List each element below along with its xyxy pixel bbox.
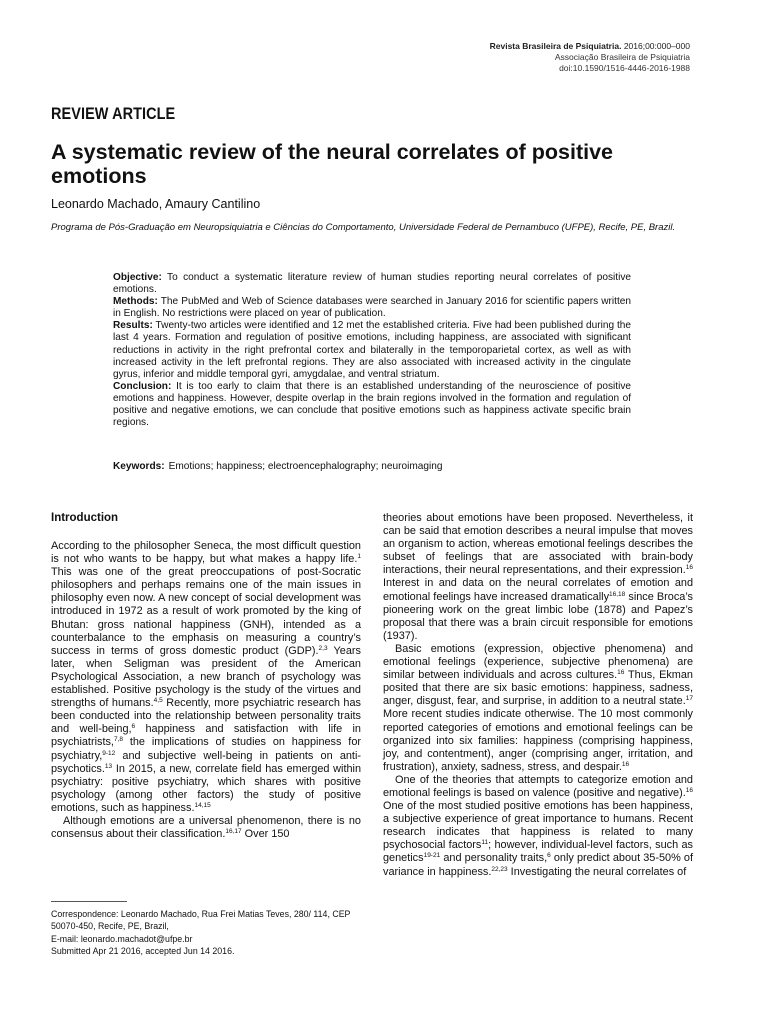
abstract (113, 272, 631, 429)
objective-label: Objective: (113, 272, 162, 283)
body-text: theories about emotions have been proposed. Nevertheless, it can be said that emotion describes a neural impulse that moves an organism to action, whereas emotional feelings describes the subset of feelings that are associated with brain-body interactions, their neural representations, and their expression. (383, 512, 693, 577)
body-text: Investigating the neural correlates of (507, 865, 687, 878)
body-text: Basic emotions (expression, objective phenomena) and emotional feelings (experience, subjective phenomena) are similar between individuals and across cultures. (383, 642, 693, 682)
paragraph (383, 512, 693, 643)
body-text: Over 150 (241, 828, 290, 841)
keywords-label: Keywords: (113, 461, 165, 472)
section-heading-introduction: Introduction (51, 512, 119, 524)
citation-ref: 4,5 (153, 697, 163, 705)
journal-header (390, 41, 690, 74)
citation-ref: 14,15 (194, 801, 211, 809)
body-text: In 2015, a new, correlate field has emerged within psychiatry: positive psychiatry, which shares with positive psychology (among other factors) the study of positive emotions, such as happiness. (51, 762, 361, 814)
body-text: and personality traits, (440, 852, 548, 865)
abstract-methods (113, 296, 631, 320)
conclusion-text: It is too early to claim that there is an established understanding of the neuroscience of positive emotions and happiness. However, despite overlap in the brain regions involved in the formation and regulation of positive and negative emotions, we can conclude that positive emotions such as happiness activate specific brain regions. (113, 380, 631, 429)
correspondence-email: E-mail: leonardo.machadot@ufpe.br (51, 933, 193, 944)
abstract-objective (113, 272, 631, 296)
body-text: One of the most studied positive emotions has been happiness, a subjective experience of great importance to humans. Recent research indicates that happiness is related to many psychosocial factors (383, 800, 693, 852)
journal-citation (390, 41, 690, 52)
citation-ref: 7,8 (113, 736, 123, 744)
results-text: Twenty-two articles were identified and 12 met the established criteria. Five had been published during the last 4 years. Formation and regulation of positive emotions, including happiness, are associated with significant reductions in activity in the right prefrontal cortex and bilaterally in the temporoparietal cortex, as well as with increased activity in the left prefrontal regions. They are also associated with increased activity in the cingulate gyrus, inferior and middle temporal gyri, amygdalae, and ventral striatum. (113, 320, 631, 380)
citation-ref: 16,17 (225, 828, 242, 836)
body-text: Thus, Ekman posited that there are six basic emotions: happiness, sadness, anger, disgust, fear, and surprise, in addition to a neutral state. (383, 669, 693, 708)
footnote-divider (51, 901, 127, 902)
correspondence-address: Correspondence: Leonardo Machado, Rua Frei Matias Teves, 280/ 114, CEP 50070-450, Recife, PE, Brazil, (51, 909, 351, 932)
body-column-left (51, 540, 361, 841)
abstract-results (113, 320, 631, 380)
body-text: and subjective well-being in patients on anti-psychotics. (51, 749, 361, 775)
body-text: Recently, more psychiatric research has been conducted into the relationship between personality traits and well-being, (51, 697, 361, 736)
doi: doi:10.1590/1516-4446-2016-1988 (559, 63, 690, 73)
citation-ref: 11 (481, 839, 489, 847)
body-text: happiness and satisfaction with life in psychiatrists, (51, 723, 361, 749)
citation-ref: 16 (685, 564, 693, 572)
body-text: Although emotions are a universal phenomenon, there is no consensus about their classification. (51, 814, 361, 841)
citation-ref: 16 (685, 786, 693, 794)
article-type-label: REVIEW ARTICLE (51, 104, 176, 123)
citation-ref: 6 (547, 852, 551, 860)
objective-text: To conduct a systematic literature review of human studies reporting neural correlates of positive emotions. (113, 272, 631, 296)
conclusion-label: Conclusion: (113, 380, 172, 392)
citation-ref: 22,23 (491, 865, 508, 873)
body-text: ; however, individual-level factors, such as genetics (383, 839, 693, 865)
methods-label: Methods: (113, 296, 158, 308)
body-text: According to the philosopher Seneca, the most difficult question is not who wants to be happy, but what makes a happy life. (51, 540, 361, 566)
abstract-conclusion (113, 381, 631, 429)
results-label: Results: (113, 320, 153, 332)
paragraph (51, 540, 361, 815)
citation-ref: 16 (621, 760, 630, 768)
affiliation: Programa de Pós-Graduação em Neuropsiquiatria e Ciências do Comportamento, Universidade Federal de Pernambuco (UFPE), Recife, PE, Brazil. (51, 222, 676, 233)
body-text: One of the theories that attempts to categorize emotion and emotional feelings is based on valence (positive and negative). (383, 773, 693, 799)
journal-name: Revista Brasileira de Psiquiatria. (489, 41, 622, 51)
correspondence-footnote (51, 908, 363, 958)
body-text: only predict about 35-50% of variance in happiness. (383, 852, 693, 878)
citation-ref: 1 (357, 553, 361, 561)
body-text: since Broca’s pioneering work on the great limbic lobe (1878) and Papez’s proposal that there was a brain circuit responsible for emotions (1937). (383, 590, 693, 642)
citation-ref: 2,3 (318, 644, 328, 652)
citation-ref: 9-12 (102, 749, 116, 757)
body-text: More recent studies indicate otherwise. The 10 most commonly reported categories of emotions and emotional feelings can be organized into six families: happiness (comprising happiness, joy, and contentment), anger (comprising anger, irritation, and frustration), anxiety, sadness, stress, and despair. (383, 708, 693, 773)
body-text: Interest in and data on the neural correlates of emotion and emotional feelings have increased dramatically (383, 577, 693, 603)
keywords (113, 461, 653, 472)
citation-ref: 19-21 (423, 852, 441, 860)
journal-meta: 2016;00:000–000 (623, 41, 690, 51)
body-text: Years later, when Seligman was president of the American Psychological Association, a new branch of psychology was established. Positive psychology is the study of the virtues and strengths of humans. (51, 644, 361, 710)
citation-ref: 6 (131, 723, 136, 731)
methods-text: The PubMed and Web of Science databases were searched in January 2016 for scientific papers written in English. No restrictions were placed on year of publication. (113, 296, 631, 320)
authors: Leonardo Machado, Amaury Cantilino (51, 197, 261, 211)
keywords-text: Emotions; happiness; electroencephalography; neuroimaging (168, 461, 443, 472)
paragraph (51, 815, 361, 841)
article-title: A systematic review of the neural correlates of positive emotions (51, 140, 613, 188)
body-text: the implications of studies on happiness for psychiatry, (51, 736, 361, 762)
body-column-right (383, 512, 693, 879)
journal-association: Associação Brasileira de Psiquiatria (554, 52, 690, 62)
body-text: This was one of the great preoccupations of post-Socratic philosophers and perhaps remains one of the main issues in philosophy even now. A new concept of social development was introduced in 1972 as a result of work promoted by the king of Bhutan: gross national happiness (GNH), intended as a counterbalance to the emphasis on measuring a country’s success in terms of gross domestic product (GDP). (51, 566, 361, 657)
citation-ref: 16 (617, 669, 625, 677)
paragraph (383, 643, 693, 774)
citation-ref: 16,18 (609, 590, 626, 598)
paragraph (383, 774, 693, 879)
citation-ref: 17 (685, 695, 693, 703)
submission-dates: Submitted Apr 21 2016, accepted Jun 14 2016. (51, 946, 235, 957)
citation-ref: 13 (104, 762, 113, 770)
